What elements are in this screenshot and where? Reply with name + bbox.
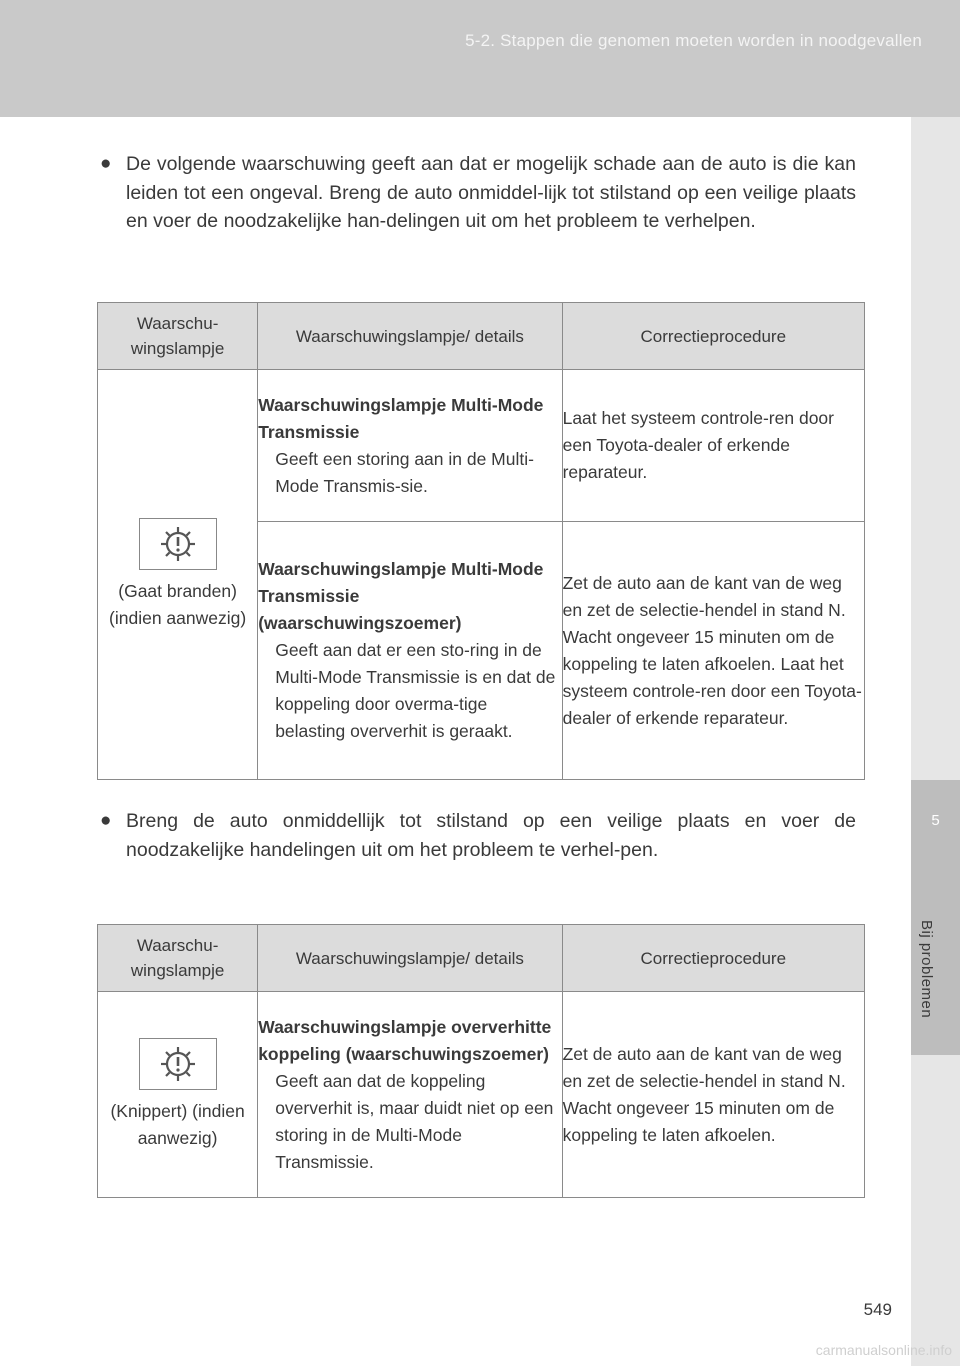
procedure-cell: Laat het systeem controle-ren door een Toyota-dealer of erkende reparateur.	[562, 370, 864, 522]
table-row	[98, 992, 865, 1198]
gear-exclamation-icon	[139, 518, 217, 570]
detail-title: Waarschuwingslampje oververhitte koppeling (waarschuwingszoemer)	[258, 1016, 552, 1064]
header-cell-procedure: Correctieprocedure	[562, 303, 864, 370]
table-header-row	[98, 925, 865, 992]
bullet-icon: ●	[100, 153, 112, 174]
page-number: 549	[863, 1300, 892, 1319]
procedure-cell: Zet de auto aan de kant van de weg en zet de selectie-hendel in stand N. Wacht ongeveer 15 minuten om de koppeling te laten afkoelen.	[562, 992, 864, 1198]
light-status: (Knippert) (indien aanwezig)	[110, 1100, 245, 1148]
header-cell-procedure: Correctieprocedure	[562, 925, 864, 992]
detail-title: Waarschuwingslampje Multi-Mode Transmissie (waarschuwingszoemer)	[258, 559, 544, 633]
warning-light-cell	[98, 992, 258, 1198]
warning-table	[97, 924, 865, 1198]
procedure-cell: Zet de auto aan de kant van de weg en zet de selectie-hendel in stand N. Wacht ongeveer 15 minuten om de koppeling te laten afkoelen. Laat het systeem controle-ren door een Toyota-dealer of erkende reparateur.	[562, 522, 864, 780]
chapter-number: 5	[931, 812, 940, 829]
bullet-icon: ●	[100, 810, 112, 831]
header-cell-details: Waarschuwingslampje/ details	[258, 303, 562, 370]
table-header-row	[98, 303, 865, 370]
bullet-paragraph	[100, 150, 856, 236]
detail-cell	[258, 522, 562, 780]
detail-description: Geeft aan dat de koppeling oververhit is, maar duidt niet op een storing in de Multi-Mode Transmissie.	[275, 1070, 554, 1172]
warning-light-cell	[98, 370, 258, 780]
watermark: carmanualsonline.info	[815, 1342, 952, 1358]
warning-table	[97, 302, 865, 780]
header-cell-details: Waarschuwingslampje/ details	[258, 925, 562, 992]
table-row	[98, 370, 865, 522]
header-cell-light: Waarschu-wingslampje	[98, 303, 258, 370]
bullet-text: Breng de auto onmiddellijk tot stilstand op een veilige plaats en voer de noodzakelijke handelingen uit om het probleem te verhel-pen.	[126, 810, 856, 861]
page-header	[0, 0, 960, 117]
bullet-text: De volgende waarschuwing geeft aan dat er mogelijk schade aan de auto is die kan leiden tot een ongeval. Breng de auto onmiddel-lijk tot stilstand op een veilige plaats en voer de noodzakelijke han-delingen uit om het probleem te verhelpen.	[126, 153, 856, 232]
gear-exclamation-icon	[139, 1038, 217, 1090]
side-tab-strip	[911, 117, 960, 1366]
header-cell-light: Waarschu-wingslampje	[98, 925, 258, 992]
chapter-label: Bij problemen	[918, 920, 935, 1019]
header-title: 5-2. Stappen die genomen moeten worden in noodgevallen	[465, 31, 922, 50]
detail-cell	[258, 992, 562, 1198]
detail-title: Waarschuwingslampje Multi-Mode Transmissie	[258, 394, 544, 442]
detail-description: Geeft een storing aan in de Multi-Mode Transmis-sie.	[275, 448, 534, 496]
light-status: (Gaat branden) (indien aanwezig)	[109, 580, 247, 628]
detail-description: Geeft aan dat er een sto-ring in de Multi-Mode Transmissie is en dat de koppeling door overma-tige belasting oververhit is geraakt.	[275, 640, 556, 741]
bullet-paragraph	[100, 807, 856, 864]
detail-cell	[258, 370, 562, 522]
